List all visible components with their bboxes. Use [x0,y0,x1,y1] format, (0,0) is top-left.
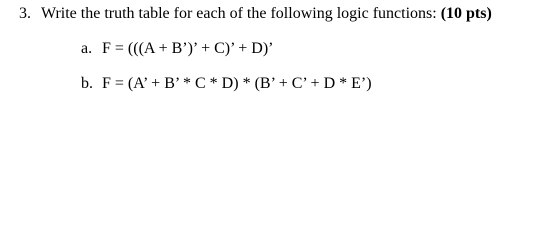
logic-expression: F = (((A + B’)’ + C)’ + D)’ [102,40,274,57]
question-number: 3. [19,5,31,22]
sub-item-label: b. [81,75,93,92]
question-text: Write the truth table for each of the following logic functions: [41,5,437,22]
logic-expression: F = (A’ + B’ * C * D) * (B’ + C’ + D * E’) [102,75,372,92]
sub-item-b [81,75,372,93]
sub-item-label: a. [81,40,93,57]
question-points: (10 pts) [440,5,492,22]
question-heading [19,5,492,23]
sub-item-a [81,40,273,58]
